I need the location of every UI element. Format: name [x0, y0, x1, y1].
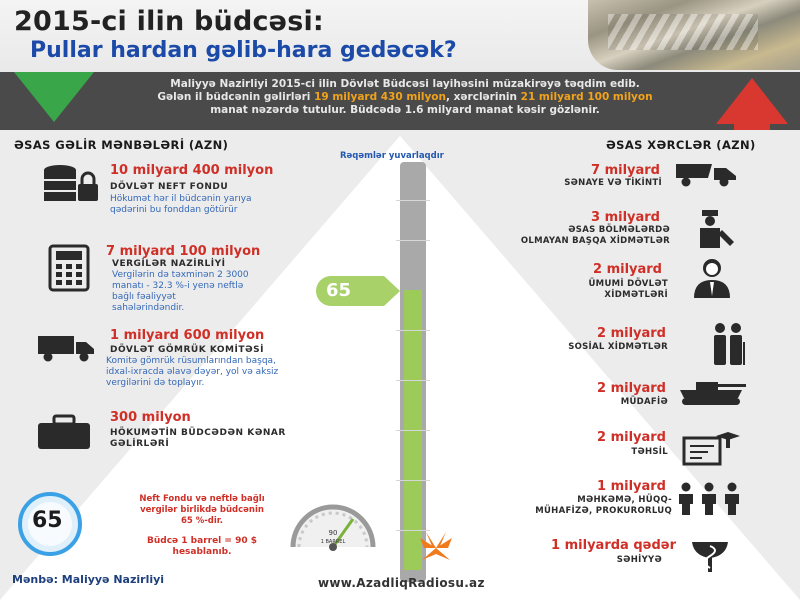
oil-note-line: 65 %-dir. — [180, 516, 224, 526]
site-url: www.AzadliqRadiosu.az — [318, 576, 485, 590]
oil-note-line: Neft Fondu və neftlə bağlı — [139, 494, 265, 504]
gauge-label-unit: 1 BARREL — [320, 539, 346, 545]
expense-label — [500, 447, 668, 458]
dump-truck-icon — [674, 160, 740, 188]
income-description — [112, 270, 249, 314]
expense-label-line: TƏHSİL — [631, 447, 668, 457]
expense-label-line: ƏSAS BÖLMƏLƏRDƏ — [568, 225, 670, 235]
expense-amount: 1 milyarda qədər — [551, 538, 676, 553]
income-heading: ƏSAS GƏLİR MƏNBƏLƏRİ (AZN) — [14, 138, 229, 152]
expense-label-line: SƏNAYE VƏ TİKİNTİ — [564, 178, 662, 188]
income-arrow-down-icon — [14, 72, 94, 122]
people-icon — [676, 482, 742, 516]
income-desc-line: manatı - 32.3 %-i yenə neftlə — [112, 281, 244, 291]
thermometer-tick — [396, 380, 430, 381]
expense-label-line: MÜDAFİƏ — [620, 397, 668, 407]
income-institution: DÖVLƏT NEFT FONDU — [110, 182, 229, 192]
expense-total: 21 milyard 100 milyon — [520, 91, 653, 103]
income-desc-line: qədərini bu fonddan götürür — [110, 205, 238, 215]
income-institution: HÖKUMƏTİN BÜDCƏDƏN KƏNAR — [110, 428, 286, 438]
thermometer-tick — [396, 330, 430, 331]
tank-icon — [676, 380, 748, 406]
expense-label-line: ÜMUMİ DÖVLƏT — [588, 279, 668, 289]
expense-label-line: SOSİAL XİDMƏTLƏR — [568, 342, 668, 352]
income-desc-line: Hökumət hər il büdcənin yarıya — [110, 194, 252, 204]
intro-line1: Maliyyə Nazirliyi 2015-ci ilin Dövlət Büdcəsi layihəsini müzakirəyə təqdim edib. — [170, 78, 640, 90]
expense-amount: 1 milyard — [597, 479, 666, 494]
briefcase-icon — [36, 414, 92, 450]
oil-note-line: vergilər birlikdə büdcənin — [140, 505, 264, 515]
income-amount: 7 milyard 100 milyon — [106, 244, 261, 259]
intro-line2-a: Gələn il büdcənin gəlirləri — [157, 91, 315, 103]
money-banknotes-image — [588, 0, 800, 70]
income-desc-line: bağlı fəaliyyət — [112, 292, 176, 302]
income-desc-line: Vergilərin də təxminən 2 3000 — [112, 270, 249, 280]
thermometer-tick — [396, 200, 430, 201]
truck-icon — [38, 334, 96, 362]
expenses-heading: ƏSAS XƏRCLƏR (AZN) — [606, 138, 756, 152]
income-desc-line: Komitə gömrük rüsumlarından başqa, — [106, 356, 276, 366]
thermometer-tick — [396, 430, 430, 431]
income-desc-line: vergilərini də toplayır. — [106, 378, 205, 388]
expense-label — [470, 225, 670, 247]
barrel-note-line: Büdcə 1 barrel = 90 $ — [147, 536, 257, 546]
income-desc-line: sahələrindəndir. — [112, 303, 185, 313]
official-icon — [688, 256, 736, 300]
rounding-note: Rəqəmlər yuvarlaqdır — [340, 151, 444, 161]
thermometer-tick — [396, 240, 430, 241]
income-total: 19 milyard 430 milyon — [314, 91, 446, 103]
expense-amount: 2 milyard — [597, 326, 666, 341]
calculator-icon — [48, 244, 90, 292]
expense-amount: 2 milyard — [597, 381, 666, 396]
expense-label — [460, 495, 672, 517]
income-description — [106, 356, 278, 389]
expense-label — [500, 342, 668, 353]
intro-text — [110, 78, 700, 117]
gauge-label-value: 90 — [328, 529, 338, 537]
worker-icon — [688, 208, 738, 250]
expense-amount: 3 milyard — [591, 210, 660, 225]
expense-amount: 2 milyard — [593, 262, 662, 277]
income-desc-line: idxal-ixracda əlavə dəyər, yol və aksiz — [106, 367, 279, 377]
page-subtitle: Pullar hardan gəlib-hara gedəcək? — [30, 38, 457, 63]
income-amount: 10 milyard 400 milyon — [110, 163, 274, 178]
expense-label-line: MÜHAFİZƏ, PROKURORLUQ — [535, 506, 672, 516]
expense-label-line: MƏHKƏMƏ, HÜQQ- — [577, 495, 672, 505]
expense-arrow-up-icon — [716, 78, 788, 124]
intro-line3: manat nəzərdə tutulur. Büdcədə 1.6 milyard manat kəsir gözlənir. — [210, 104, 600, 116]
database-lock-icon — [42, 164, 100, 204]
intro-line2 — [110, 91, 700, 104]
income-institution: DÖVLƏT GÖMRÜK KOMİTƏSİ — [110, 345, 264, 355]
expense-label — [500, 555, 662, 566]
income-institution-line2: GƏLİRLƏRİ — [110, 439, 170, 449]
income-description — [110, 194, 252, 216]
education-icon — [682, 430, 740, 466]
elderly-icon — [710, 322, 748, 366]
expense-label — [470, 178, 662, 189]
income-amount: 300 milyon — [110, 410, 191, 425]
radio-liberty-logo-icon — [416, 528, 456, 568]
health-icon — [688, 538, 732, 574]
expense-amount: 2 milyard — [597, 430, 666, 445]
expense-label-line: OLMAYAN BAŞQA XİDMƏTLƏR — [520, 236, 670, 246]
oil-share-note — [102, 494, 302, 527]
intro-line2-b: , xərclərinin — [446, 91, 521, 103]
income-institution: VERGİLƏR NAZİRLİYİ — [112, 259, 226, 269]
oil-price-gauge-icon — [287, 495, 379, 555]
thermometer-label: 65 — [326, 280, 352, 301]
source-credit: Mənbə: Maliyyə Nazirliyi — [12, 573, 165, 586]
expense-label — [500, 279, 668, 301]
expense-label-line: XİDMƏTLƏRİ — [604, 290, 668, 300]
barrel-note-line: hesablanıb. — [172, 547, 232, 557]
income-amount: 1 milyard 600 milyon — [110, 328, 265, 343]
expense-label-line: SƏHİYYƏ — [616, 555, 662, 565]
expense-amount: 7 milyard — [591, 163, 660, 178]
expense-label — [500, 397, 668, 408]
barrel-price-note — [102, 536, 302, 558]
page-title: 2015-ci ilin büdcəsi: — [14, 6, 324, 37]
thermometer-tick — [396, 480, 430, 481]
oil-share-value: 65 — [32, 508, 63, 533]
